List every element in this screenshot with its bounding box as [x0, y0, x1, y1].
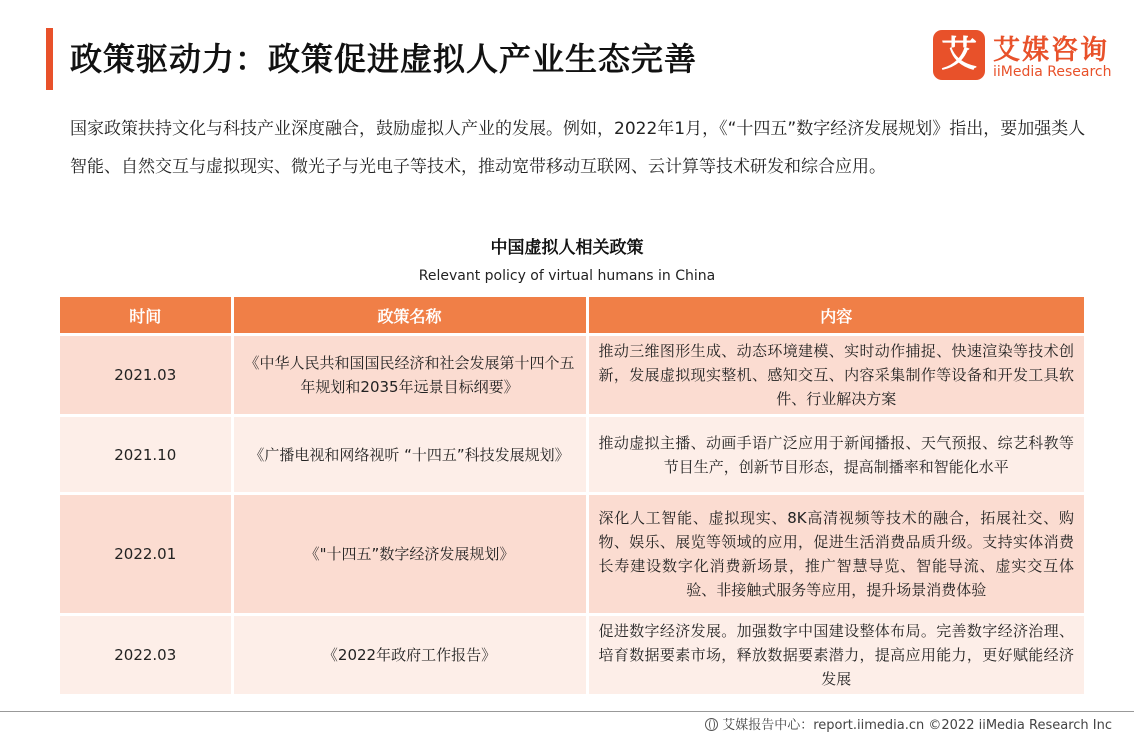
header-time: 时间	[60, 297, 232, 335]
footer	[705, 714, 1112, 733]
iimedia-logo	[933, 26, 1123, 82]
cell-policy-name: 《"十四五”数字经济发展规划》	[232, 494, 587, 615]
table-row	[60, 335, 1084, 416]
cell-content: 推动虚拟主播、动画手语广泛应用于新闻播报、天气预报、综艺科教等节目生产，创新节目形态，提高制播率和智能化水平	[587, 416, 1084, 494]
cell-time: 2021.03	[60, 335, 232, 416]
table-row	[60, 615, 1084, 695]
policy-table	[60, 297, 1084, 694]
logo-name-en: iiMedia Research	[993, 64, 1112, 80]
cell-policy-name: 《广播电视和网络视听 “十四五”科技发展规划》	[232, 416, 587, 494]
cell-content: 推动三维图形生成、动态环境建模、实时动作捕捉、快速渲染等技术创新，发展虚拟现实整机、感知交互、内容采集制作等设备和开发工具软件、行业解决方案	[587, 335, 1084, 416]
footer-text: 艾媒报告中心：report.iimedia.cn ©2022 iiMedia Research Inc	[722, 718, 1112, 733]
cell-policy-name: 《中华人民共和国国民经济和社会发展第十四个五年规划和2035年远景目标纲要》	[232, 335, 587, 416]
cell-policy-name: 《2022年政府工作报告》	[232, 615, 587, 695]
table-title: 中国虚拟人相关政策	[490, 238, 644, 258]
cell-time: 2021.10	[60, 416, 232, 494]
cell-content: 促进数字经济发展。加强数字中国建设整体布局。完善数字经济治理、培育数据要素市场，释放数据要素潜力，提高应用能力，更好赋能经济发展	[587, 615, 1084, 695]
header-policy-name: 政策名称	[232, 297, 587, 335]
header-content: 内容	[587, 297, 1084, 335]
cell-content: 深化人工智能、虚拟现实、8K高清视频等技术的融合，拓展社交、购物、娱乐、展览等领域的应用，促进生活消费品质升级。支持实体消费长寿建设数字化消费新场景，推广智慧导览、智能导流、虚实交互体验、非接触式服务等应用，提升场景消费体验	[587, 494, 1084, 615]
title-accent-bar	[46, 28, 53, 90]
table-row	[60, 416, 1084, 494]
globe-icon	[705, 718, 718, 731]
footer-divider	[0, 711, 1134, 712]
logo-name-cn: 艾媒咨询	[993, 35, 1109, 66]
table-subtitle: Relevant policy of virtual humans in China	[418, 268, 716, 284]
intro-paragraph: 国家政策扶持文化与科技产业深度融合，鼓励虚拟人产业的发展。例如，2022年1月，《“十四五”数字经济发展规划》指出，要加强类人智能、自然交互与虚拟现实、微光子与光电子等技术，推动宽带移动互联网、云计算等技术研发和综合应用。	[70, 119, 1086, 177]
table-header-row	[60, 297, 1084, 335]
logo-mark: 艾	[933, 30, 985, 80]
cell-time: 2022.03	[60, 615, 232, 695]
page-title: 政策驱动力：政策促进虚拟人产业生态完善	[70, 40, 698, 78]
table-row	[60, 494, 1084, 615]
cell-time: 2022.01	[60, 494, 232, 615]
